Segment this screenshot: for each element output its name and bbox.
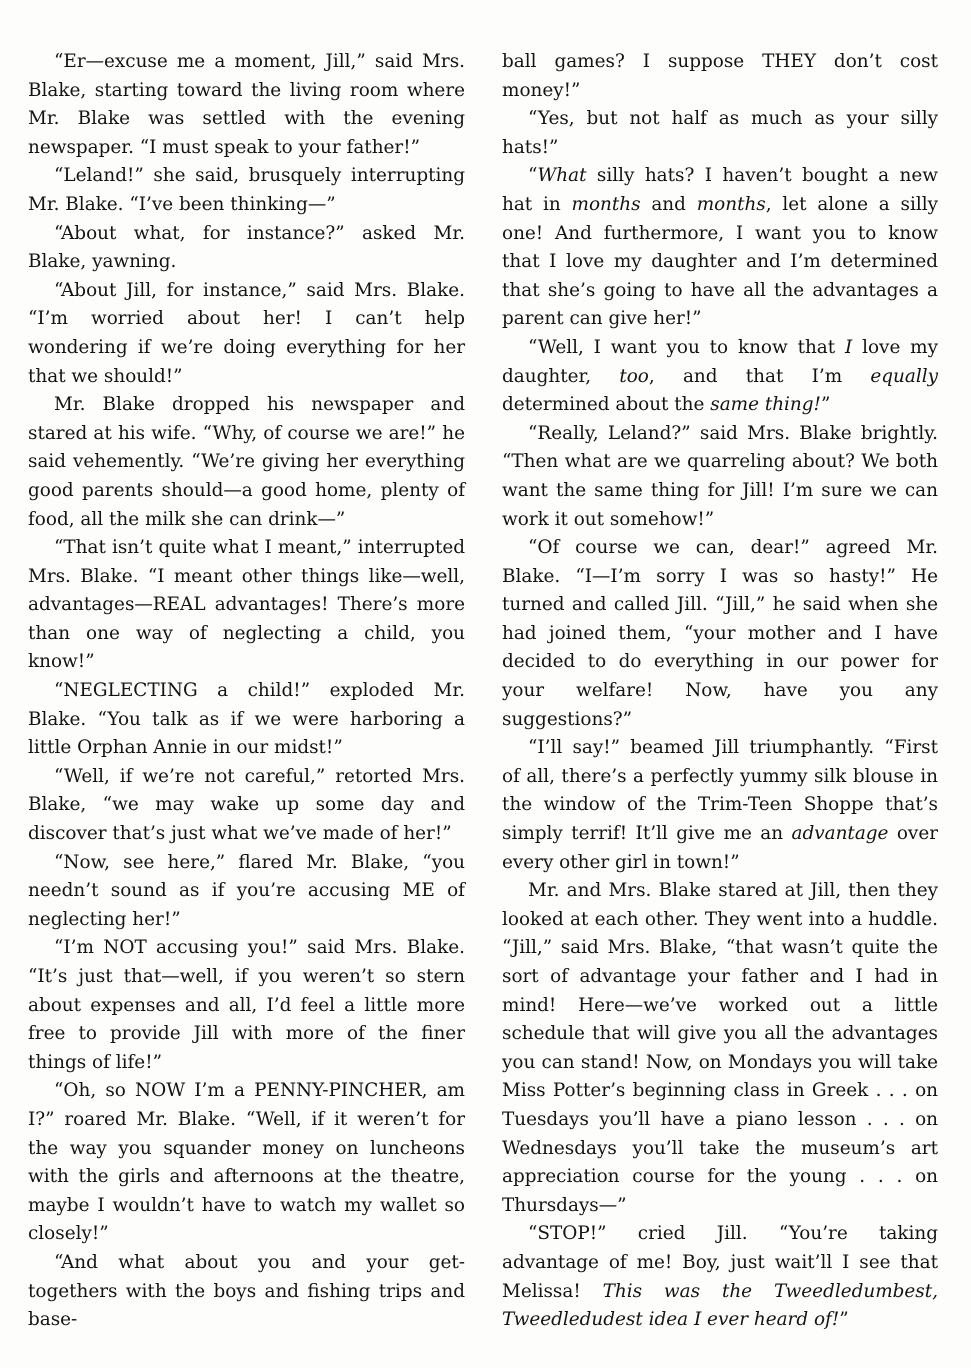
text-run: Mr. and Mrs. Blake stared at Jill, then they looked at each other. They went into a huddle. “Jill,” said Mrs. Blake, “that wasn’t quite the sort of advantage your father and I had in mind! Here—we’ve worked out a little schedule that will give you all the advantages you can stand! Now, on Mondays you will take Miss Potter’s beginning class in Greek . . . on Tuesdays you’ll have a piano lesson . . . on Wednesdays you’ll take the museum’s art appreciation course for the young . . . on Thursdays—” (502, 880, 938, 1216)
paragraph (502, 1220, 938, 1334)
paragraph (28, 277, 465, 391)
text-run: “Oh, so NOW I’m a PENNY-PINCHER, am I?” roared Mr. Blake. “Well, if it weren’t for the way you squander money on luncheons with the girls and afternoons at the theatre, maybe I wouldn’t have to watch my wallet so closely!” (28, 1080, 465, 1245)
text-run: “I’ll say!” beamed Jill triumphantly. “First of all, there’s a perfectly yummy silk blouse in the window of the Trim-Teen Shoppe that’s simply terrif! It’ll give me an (502, 737, 938, 845)
text-run: Mr. Blake dropped his newspaper and stared at his wife. “Why, of course we are!” he said vehemently. “We’re giving her everything good parents should—a good home, plenty of food, all the milk she can drink—” (28, 394, 465, 530)
paragraph (502, 877, 938, 1220)
italic-text: This was the Tweedledumbest, Tweedledudest idea I ever heard of! (502, 1280, 938, 1331)
paragraph (502, 734, 938, 877)
italic-text: months (571, 193, 641, 215)
text-run: “Of course we can, dear!” agreed Mr. Blake. “I—I’m sorry I was so hasty!” He turned and called Jill. “Jill,” he said when she had joined them, “your mother and I have decided to do everything in our power for your welfare! Now, have you any suggestions?” (502, 537, 938, 730)
paragraph (28, 162, 465, 219)
italic-text: months (696, 193, 766, 215)
text-run: “Now, see here,” flared Mr. Blake, “you needn’t sound as if you’re accusing ME of neglecting her!” (28, 851, 465, 930)
italic-text: What (537, 165, 587, 187)
paragraph (28, 677, 465, 763)
paragraph (28, 849, 465, 935)
italic-text: too (619, 365, 649, 387)
italic-text: advantage (791, 823, 889, 845)
paragraph (502, 105, 938, 162)
paragraph (28, 48, 465, 162)
paragraph (502, 162, 938, 334)
text-run: ” (839, 1309, 849, 1331)
text-run: love my daughter, (502, 336, 938, 387)
paragraph (28, 220, 465, 277)
paragraph (502, 420, 938, 534)
paragraph (502, 48, 938, 105)
paragraph (28, 1077, 465, 1249)
paragraph (28, 763, 465, 849)
text-run: “Really, Leland?” said Mrs. Blake brightly. “Then what are we quarreling about? We both want the same thing for Jill! I’m sure we can work it out somehow!” (502, 422, 938, 530)
text-run: and (640, 193, 697, 215)
paragraph (502, 534, 938, 734)
text-run: over every other girl in town!” (502, 823, 938, 873)
text-run: “NEGLECTING a child!” exploded Mr. Blake. “You talk as if we were harboring a little Orphan Annie in our midst!” (28, 680, 465, 759)
text-run: ” (820, 394, 831, 416)
paragraph (28, 1249, 465, 1335)
text-run: “ (528, 165, 538, 187)
text-run: silly hats? I haven’t bought a new hat in (502, 165, 938, 215)
text-run: “Well, if we’re not careful,” retorted Mrs. Blake, “we may wake up some day and discover that’s just what we’ve made of her!” (28, 765, 465, 845)
text-run: “And what about you and your get-togethers with the boys and fishing trips and base- (28, 1251, 465, 1331)
text-run: determined about the (502, 394, 711, 416)
text-run: “I’m NOT accusing you!” said Mrs. Blake. “It’s just that—well, if you weren’t so stern about expenses and all, I’d feel a little more free to provide Jill with more of the finer things of life!” (28, 937, 465, 1073)
italic-text: equally (870, 365, 938, 387)
text-run: “STOP!” cried Jill. “You’re taking advantage of me! Boy, just wait’ll I see that Melissa! (502, 1223, 938, 1302)
text-run: “About Jill, for instance,” said Mrs. Blake. “I’m worried about her! I can’t help wondering if we’re doing everything for her that we should!” (28, 279, 465, 387)
left-text-column (28, 48, 465, 1335)
text-run: “Well, I want you to know that (528, 336, 845, 358)
text-run: “Er—excuse me a moment, Jill,” said Mrs. Blake, starting toward the living room where Mr. Blake was settled with the evening newspaper. “I must speak to your father!” (28, 51, 465, 158)
paragraph (28, 534, 465, 677)
text-run: ball games? I suppose THEY don’t cost money!” (502, 51, 938, 101)
paragraph (28, 391, 465, 534)
italic-text: same thing! (710, 394, 821, 416)
right-text-column (502, 48, 938, 1335)
text-run: , and that I’m (648, 365, 871, 387)
italic-text: I (845, 336, 853, 358)
text-run: “Leland!” she said, brusquely interrupting Mr. Blake. “I’ve been thinking—” (28, 165, 465, 215)
text-run: “About what, for instance?” asked Mr. Blake, yawning. (28, 222, 465, 273)
paragraph (502, 334, 938, 420)
paragraph (28, 934, 465, 1077)
text-run: “Yes, but not half as much as your silly hats!” (502, 108, 938, 158)
text-run: “That isn’t quite what I meant,” interrupted Mrs. Blake. “I meant other things like—well, advantages—REAL advantages! There’s more than one way of neglecting a child, you know!” (28, 537, 465, 673)
text-run: , let alone a silly one! And furthermore, I want you to know that I love my daughter and I’m determined that she’s going to have all the advantages a parent can give her!” (502, 193, 938, 330)
